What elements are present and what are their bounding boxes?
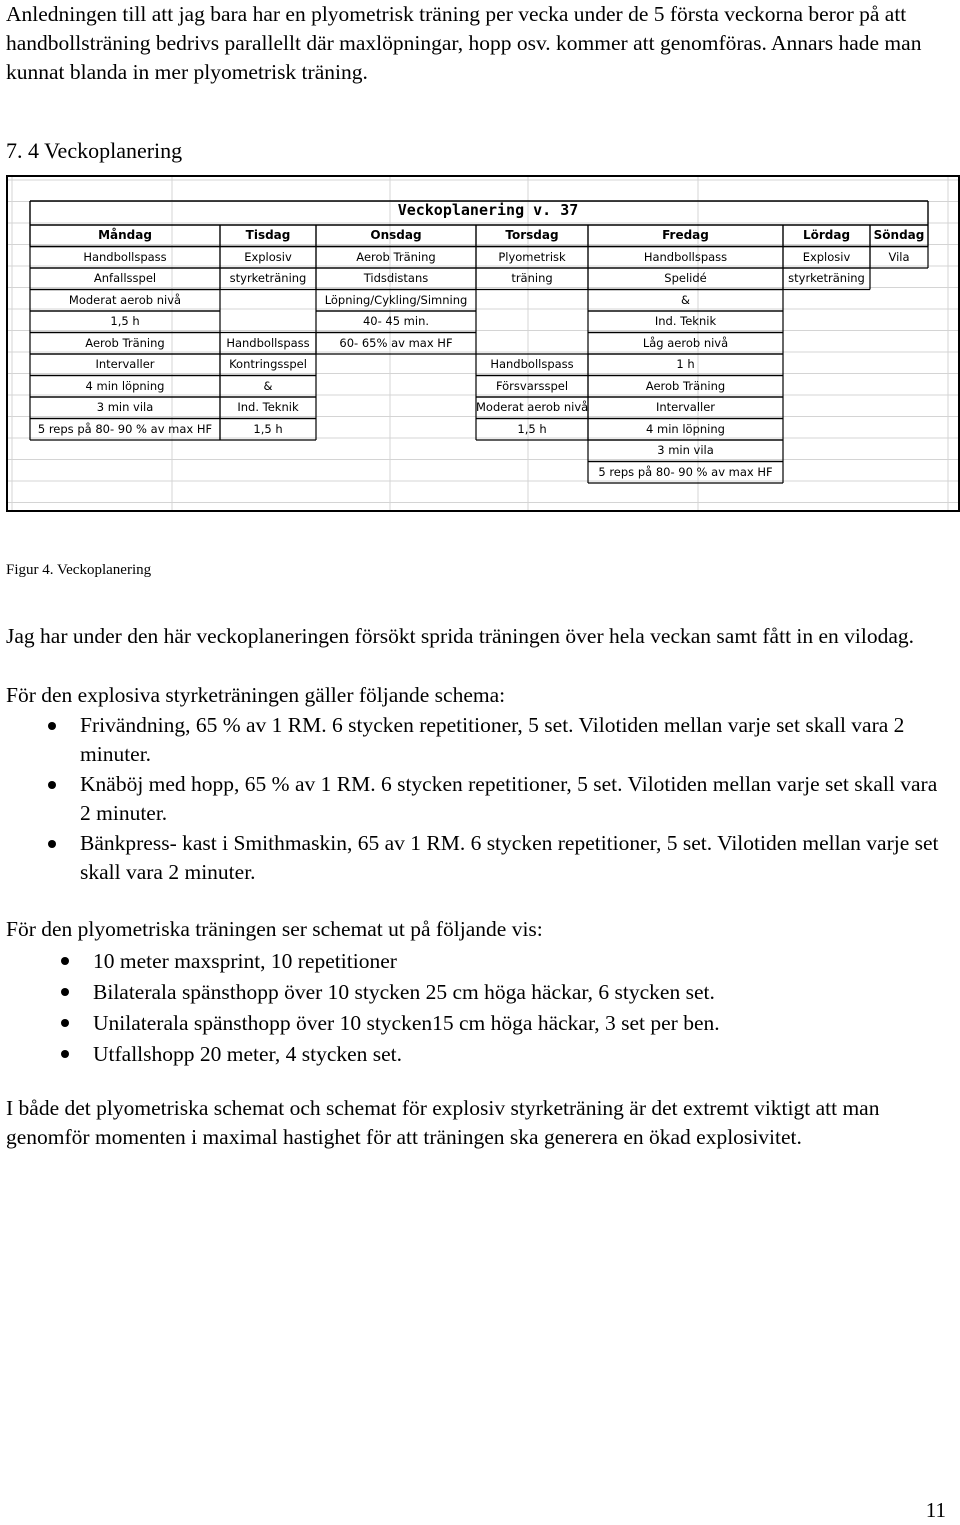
list-item: Knäböj med hopp, 65 % av 1 RM. 6 stycken repetitioner, 5 set. Vilotiden mellan varje set skall vara 2 minuter. [6, 770, 952, 828]
schedule-cell: 60- 65% av max HF [339, 335, 453, 350]
bullet-icon [61, 1019, 69, 1027]
schedule-cell: 4 min löpning [646, 421, 725, 436]
list-item: Utfallshopp 20 meter, 4 stycken set. [6, 1039, 952, 1070]
day-header: Söndag [873, 228, 925, 242]
intro-paragraph: Anledningen till att jag bara har en plyometrisk träning per vecka under de 5 första veckorna beror på att handbollsträning bedrivs parallellt där maxlöpningar, hopp osv. kommer att genomföras. Annars hade man kunnat blanda in mer plyometrisk träning. [6, 2, 922, 84]
schedule-cell: Plyometrisk [498, 249, 566, 264]
schedule-cell: Explosiv [802, 249, 851, 264]
schedule-cell: Ind. Teknik [654, 314, 717, 328]
schedule-cell: 4 min löpning [85, 378, 165, 393]
schedule-cell: & [681, 292, 690, 307]
schedule-cell: Handbollspass [226, 335, 310, 350]
schedule-cell: & [263, 378, 273, 393]
schedule-cell: träning [511, 271, 553, 285]
paragraph-plyo-intro: För den plyometriska träningen ser schemat ut på följande vis: [6, 917, 543, 941]
section-heading: 7. 4 Veckoplanering [6, 138, 183, 163]
day-header: Måndag [98, 228, 152, 242]
schedule-cell: Vila [888, 249, 910, 264]
schedule-cell: 5 reps på 80- 90 % av max HF [598, 464, 773, 479]
day-header: Onsdag [370, 228, 422, 242]
schedule-cell: Aerob Träning [356, 249, 436, 264]
schedule-cell: Handbollspass [490, 357, 574, 371]
day-header: Tisdag [245, 228, 291, 242]
schedule-cell: Intervaller [95, 357, 155, 371]
schedule-cell: 5 reps på 80- 90 % av max HF [37, 421, 213, 436]
schedule-cell: 3 min vila [96, 400, 154, 414]
strength-exercise-list [6, 711, 952, 887]
paragraph-strength-intro: För den explosiva styrketräningen gäller följande schema: [6, 683, 506, 707]
schedule-cell: 1,5 h [517, 421, 547, 436]
schedule-cell: Intervaller [655, 400, 716, 414]
page-number: 11 [925, 1498, 946, 1522]
schedule-cell: Kontringsspel [229, 357, 307, 371]
schedule-cell: 1,5 h [253, 421, 283, 436]
plyo-exercise-list [6, 946, 952, 1070]
schedule-cell: Tidsdistans [363, 271, 429, 285]
schedule-cell: 1 h [676, 357, 695, 371]
bullet-icon [61, 988, 69, 996]
day-header: Fredag [662, 228, 709, 242]
schedule-cell: styrketräning [788, 271, 865, 285]
list-item: Bänkpress- kast i Smithmaskin, 65 av 1 RM. 6 stycken repetitioner, 5 set. Vilotiden mellan varje set skall vara 2 minuter. [6, 829, 952, 887]
spreadsheet-title: Veckoplanering v. 37 [397, 201, 579, 219]
bullet-icon [48, 781, 56, 789]
bullet-icon [48, 840, 56, 848]
schedule-cell: Handbollspass [83, 249, 167, 264]
paragraph-week-plan: Jag har under den här veckoplaneringen försökt sprida träningen över hela veckan samt fått in en vilodag. [6, 624, 915, 648]
schedule-cell: Aerob Träning [85, 335, 165, 350]
schedule-cell: Handbollspass [643, 249, 728, 264]
schedule-cell: Spelidé [664, 271, 707, 285]
schedule-cell: Försvarsspel [495, 378, 569, 393]
list-item: Frivändning, 65 % av 1 RM. 6 stycken repetitioner, 5 set. Vilotiden mellan varje set skall vara 2 minuter. [6, 711, 952, 769]
bullet-icon [61, 957, 69, 965]
day-header: Lördag [802, 228, 851, 242]
list-item: Bilaterala spänsthopp över 10 stycken 25 cm höga häckar, 6 stycken set. [6, 977, 952, 1008]
day-header: Torsdag [505, 228, 559, 242]
schedule-cell: Låg aerob nivå [642, 335, 729, 350]
paragraph-conclusion: I både det plyometriska schemat och schemat för explosiv styrketräning är det extremt viktigt att man genomför momenten i maximal hastighet för att träningen ska generera en ökad explosivitet. [6, 1096, 880, 1149]
schedule-cell: Löpning/Cykling/Simning [324, 292, 468, 307]
schedule-cell: 1,5 h [110, 314, 140, 328]
schedule-cell: Aerob Träning [645, 378, 726, 393]
list-item: 10 meter maxsprint, 10 repetitioner [6, 946, 952, 977]
bullet-icon [61, 1050, 69, 1058]
list-item: Unilaterala spänsthopp över 10 stycken15 cm höga häckar, 3 set per ben. [6, 1008, 952, 1039]
weekly-plan-spreadsheet [6, 175, 960, 512]
schedule-cell: Explosiv [244, 249, 292, 264]
schedule-cell: 40- 45 min. [362, 314, 430, 328]
schedule-cell: styrketräning [229, 271, 307, 285]
bullet-icon [48, 722, 56, 730]
schedule-cell: Moderat aerob nivå [476, 400, 588, 414]
schedule-cell: Ind. Teknik [237, 400, 299, 414]
schedule-cell: 3 min vila [657, 443, 714, 457]
figure-caption: Figur 4. Veckoplanering [6, 562, 152, 578]
schedule-cell: Anfallsspel [93, 271, 157, 285]
schedule-cell: Moderat aerob nivå [68, 292, 182, 307]
